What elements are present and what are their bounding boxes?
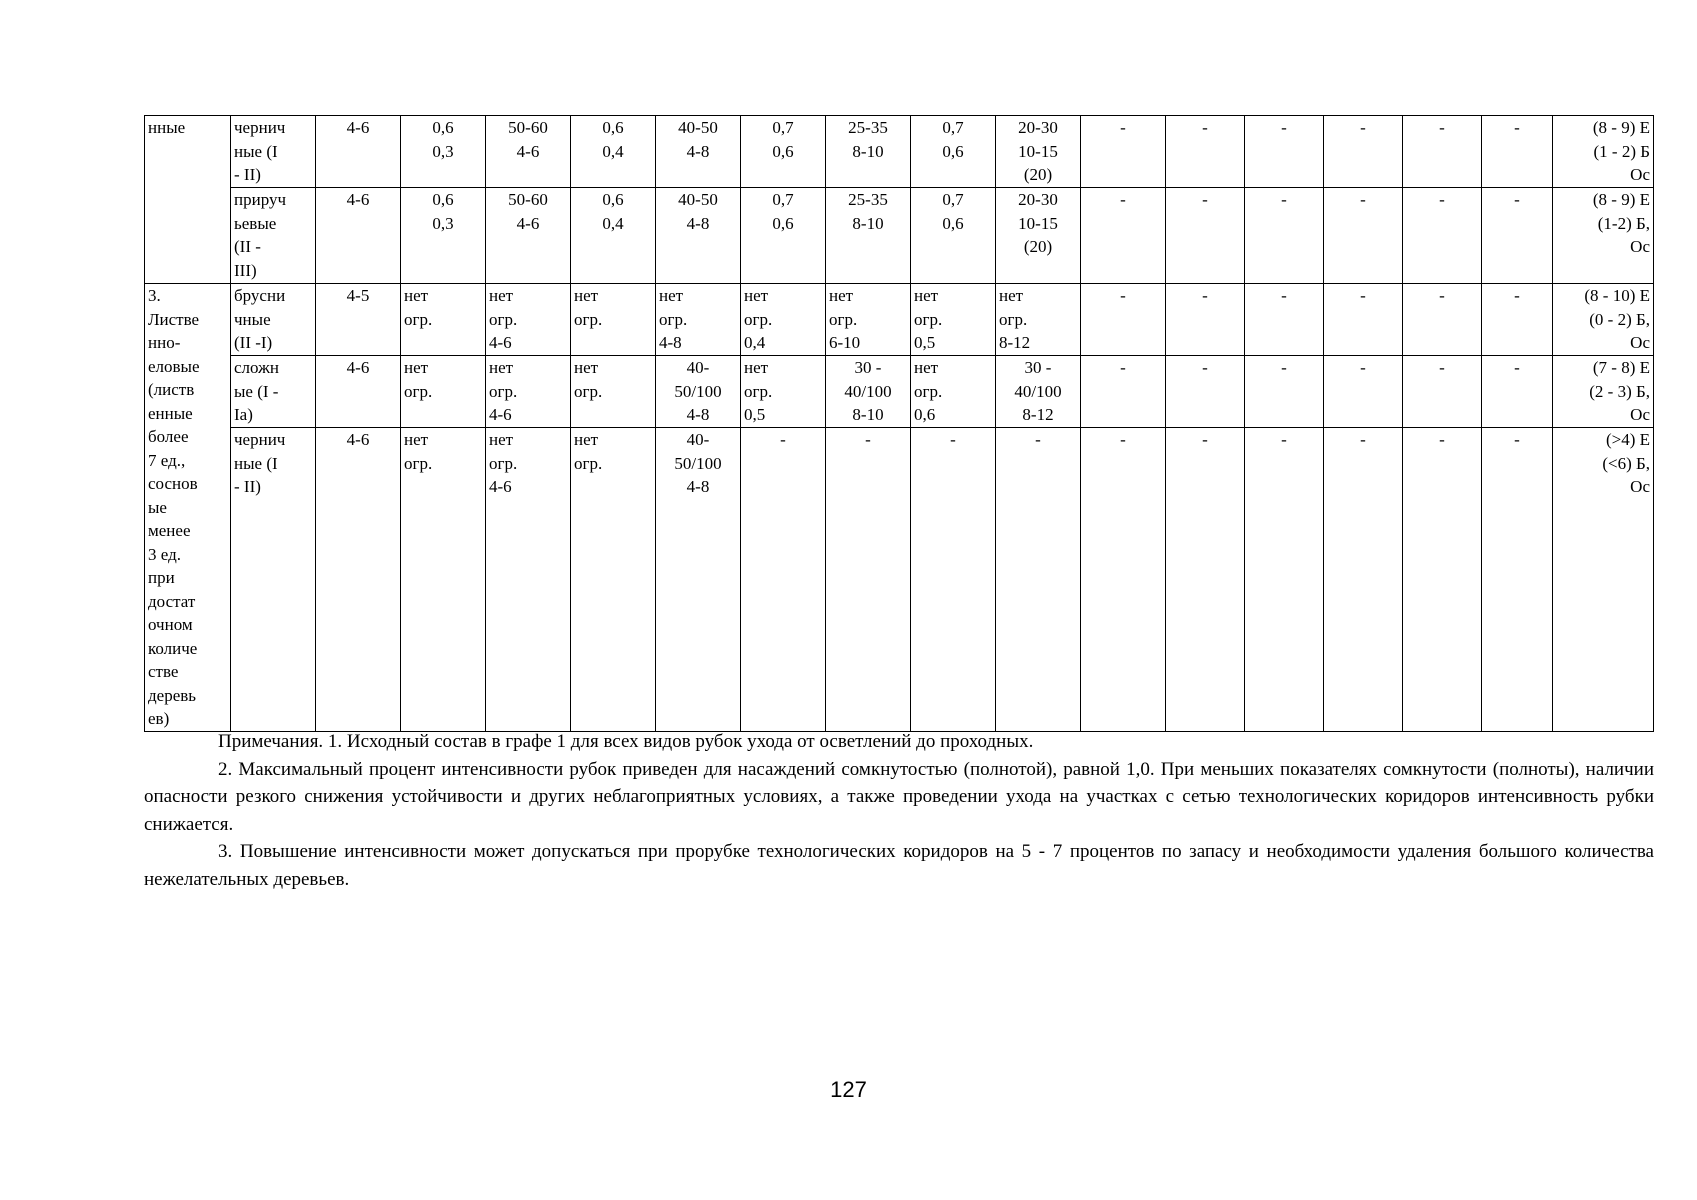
table-cell: - (1245, 188, 1324, 284)
table-cell-forest-group: нные (145, 116, 231, 284)
table-row (145, 356, 1654, 428)
table-cell: - (1482, 116, 1553, 188)
table-cell: - (826, 428, 911, 731)
table-row (145, 284, 1654, 356)
table-cell: нет огр. 4-8 (656, 284, 741, 356)
table-cell: 4-6 (316, 356, 401, 428)
table-cell: 30 - 40/100 8-12 (996, 356, 1081, 428)
table-cell: 0,7 0,6 (741, 188, 826, 284)
note-2: 2. Максимальный процент интенсивности рубок приведен для насаждений сомкнутостью (полнотой), равной 1,0. При меньших показателях сомкнутости (полноты), наличии опасности резкого снижения устойчивости и других неблагоприятных условиях, а также проведении ухода на участках с сетью технологических коридоров интенсивность рубки снижается. (144, 758, 1654, 835)
table-cell: нет огр. (401, 356, 486, 428)
table-cell-forest-type: сложн ые (I - Ia) (231, 356, 316, 428)
table-cell: нет огр. 0,5 (911, 284, 996, 356)
table-cell: 40- 50/100 4-8 (656, 428, 741, 731)
note-1: Примечания. 1. Исходный состав в графе 1 для всех видов рубок ухода от осветлений до проходных. (218, 731, 1034, 752)
table-cell: нет огр. 8-12 (996, 284, 1081, 356)
table-cell: - (1482, 284, 1553, 356)
table-cell: 50-60 4-6 (486, 116, 571, 188)
table-cell: - (1403, 284, 1482, 356)
table-cell: 0,7 0,6 (911, 116, 996, 188)
table-cell: 50-60 4-6 (486, 188, 571, 284)
table-cell: - (1245, 284, 1324, 356)
page-number: 127 (830, 1077, 867, 1102)
table-cell: - (1081, 284, 1166, 356)
table-cell: нет огр. (571, 428, 656, 731)
table-cell: - (996, 428, 1081, 731)
table-cell: - (1245, 356, 1324, 428)
table-cell: 4-6 (316, 428, 401, 731)
table-cell: - (1403, 116, 1482, 188)
table-cell: - (1245, 428, 1324, 731)
table-cell: 0,7 0,6 (911, 188, 996, 284)
table-cell: - (1324, 116, 1403, 188)
table-cell: - (1324, 284, 1403, 356)
table-cell: 0,6 0,4 (571, 188, 656, 284)
table-cell: - (1166, 284, 1245, 356)
table-cell: 20-30 10-15 (20) (996, 188, 1081, 284)
table-cell: 4-6 (316, 116, 401, 188)
table-cell-composition: (7 - 8) Е (2 - 3) Б, Ос (1553, 356, 1654, 428)
table-cell: - (1324, 356, 1403, 428)
note-3: 3. Повышение интенсивности может допускаться при прорубке технологических коридоров на 5 - 7 процентов по запасу и необходимости удаления большого количества нежелательных деревьев. (144, 841, 1654, 890)
table-cell: - (1482, 188, 1553, 284)
table-cell: - (741, 428, 826, 731)
thinning-intensity-table (144, 115, 1654, 732)
table-cell: нет огр. 4-6 (486, 428, 571, 731)
table-cell: 25-35 8-10 (826, 188, 911, 284)
table-row (145, 428, 1654, 731)
table-cell: 30 - 40/100 8-10 (826, 356, 911, 428)
table-cell: - (911, 428, 996, 731)
table-cell: нет огр. (401, 284, 486, 356)
table-cell: - (1324, 188, 1403, 284)
table-cell: - (1166, 428, 1245, 731)
table-cell-forest-group: 3. Листве нно- еловые (листв енные более 7 ед., соснов ые менее 3 ед. при достат очном количе стве деревь ев) (145, 284, 231, 732)
table-cell-forest-type: чернич ные (I - II) (231, 428, 316, 731)
table-cell: - (1403, 356, 1482, 428)
table-cell: - (1482, 428, 1553, 731)
table-cell: 40- 50/100 4-8 (656, 356, 741, 428)
table-cell-composition: (8 - 9) Е (1 - 2) Б Ос (1553, 116, 1654, 188)
table-cell: нет огр. 4-6 (486, 284, 571, 356)
table-cell: 4-6 (316, 188, 401, 284)
table-cell-forest-type: прируч ьевые (II - III) (231, 188, 316, 284)
table-cell-composition: (8 - 9) Е (1-2) Б, Ос (1553, 188, 1654, 284)
notes-section (144, 728, 1654, 893)
table-cell: - (1081, 428, 1166, 731)
table-cell: - (1081, 356, 1166, 428)
table-cell: - (1166, 188, 1245, 284)
table-cell-composition: (>4) Е (<6) Б, Ос (1553, 428, 1654, 731)
table-cell: - (1081, 116, 1166, 188)
table-cell: - (1166, 116, 1245, 188)
table-cell: 0,6 0,3 (401, 188, 486, 284)
table-cell: 40-50 4-8 (656, 116, 741, 188)
table-cell: нет огр. (401, 428, 486, 731)
table-cell: 20-30 10-15 (20) (996, 116, 1081, 188)
table-cell: 0,6 0,3 (401, 116, 486, 188)
table-cell: - (1403, 188, 1482, 284)
table-cell: - (1081, 188, 1166, 284)
table-cell: нет огр. 0,4 (741, 284, 826, 356)
table-row (145, 116, 1654, 188)
table-cell: 25-35 8-10 (826, 116, 911, 188)
table-cell: - (1482, 356, 1553, 428)
table-cell: нет огр. 0,6 (911, 356, 996, 428)
table-cell-composition: (8 - 10) Е (0 - 2) Б, Ос (1553, 284, 1654, 356)
table-cell: - (1324, 428, 1403, 731)
table-cell: - (1166, 356, 1245, 428)
table-cell: нет огр. (571, 284, 656, 356)
table-cell: 4-5 (316, 284, 401, 356)
table-cell: 40-50 4-8 (656, 188, 741, 284)
table-cell-forest-type: чернич ные (I - II) (231, 116, 316, 188)
table-cell: нет огр. 0,5 (741, 356, 826, 428)
table-cell: - (1245, 116, 1324, 188)
table-cell: нет огр. 6-10 (826, 284, 911, 356)
table-row (145, 188, 1654, 284)
table-cell: нет огр. 4-6 (486, 356, 571, 428)
table-cell: - (1403, 428, 1482, 731)
table-cell: 0,6 0,4 (571, 116, 656, 188)
table-cell: 0,7 0,6 (741, 116, 826, 188)
table-cell-forest-type: брусни чные (II -I) (231, 284, 316, 356)
table-cell: нет огр. (571, 356, 656, 428)
